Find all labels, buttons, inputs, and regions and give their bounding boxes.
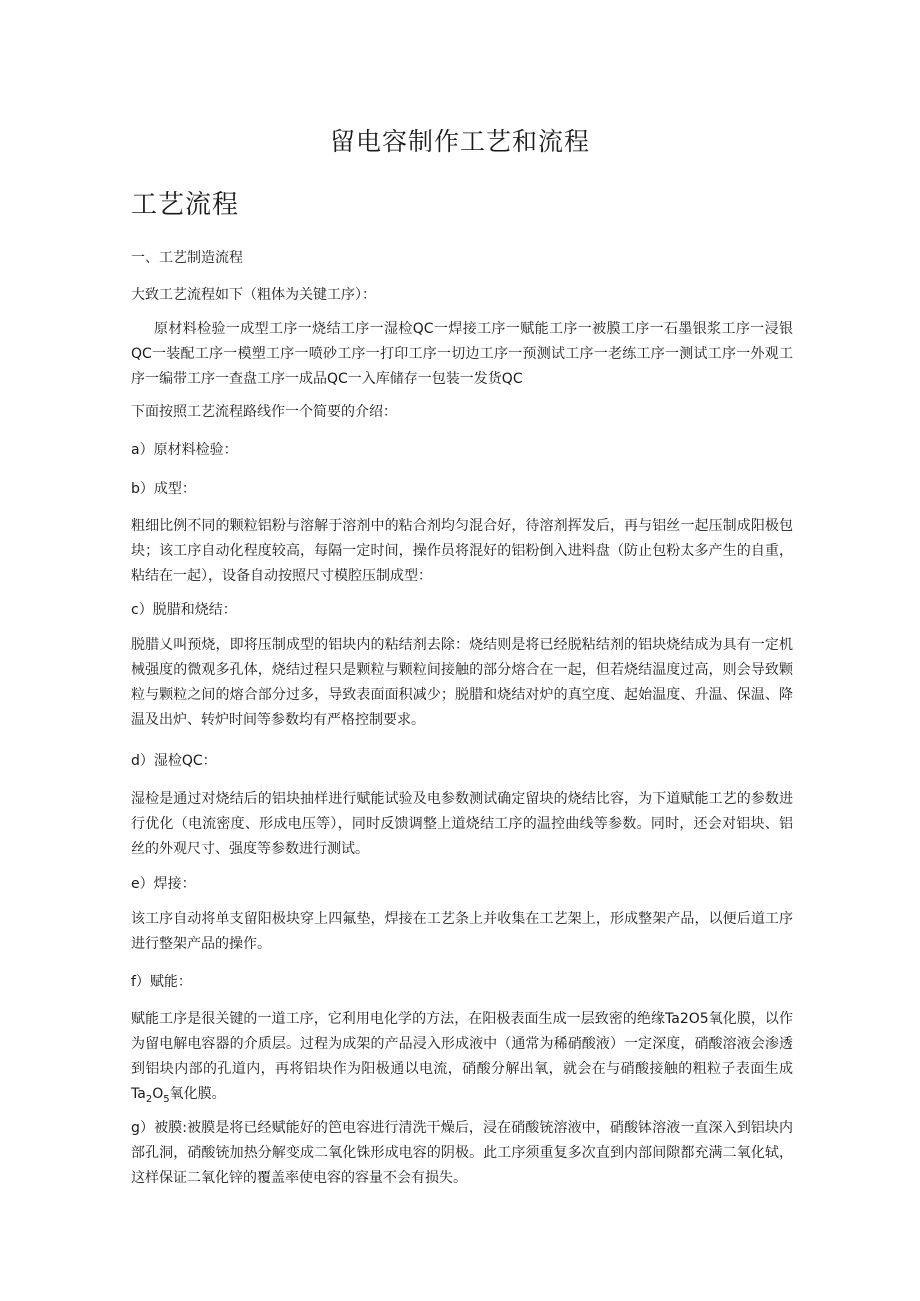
step-f-body — [131, 1007, 793, 1107]
section-heading: 工艺流程 — [131, 190, 240, 220]
step-f-heading: f）赋能： — [131, 974, 192, 990]
step-d-body: 湿检是通过对烧结后的铝块抽样进行赋能试验及电参数测试确定留块的烧结比容，为下道赋能工艺的参数进行优化（电流密度、形成电压等），同时反馈调整上道烧结工序的温控曲线等参数。同时，还会对铝块、铝丝的外观尺寸、强度等参数进行测试。 — [131, 791, 793, 857]
document-title: 留电容制作工艺和流程 — [329, 127, 590, 156]
step-f-text-post: 氧化膜。 — [169, 1086, 226, 1102]
process-flow-paragraph: 原材料检验一成型工序一烧结工序一湿检QC一焊接工序一赋能工序一被膜工序一石墨银浆工序一浸银QC一装配工序一模塑工序一喷砂工序一打印工序一切边工序一预测试工序一老练工序一测试工序一外观工序一编带工序一查盘工序一成品QC一入库储存一包装一发货QC — [131, 321, 793, 387]
step-e-body: 该工序自动将单支留阳极块穿上四氟垫，焊接在工艺条上并收集在工艺架上，形成整架产品，以便后道工序进行整架产品的操作。 — [131, 911, 793, 952]
step-c-heading: c）脱腊和烧结： — [131, 602, 237, 618]
step-f-text-pre: 赋能工序是很关键的一道工序，它利用电化学的方法，在阳极表面生成一层致密的绝缘Ta2O5氧化膜，以作为留电解电容器的介质层。过程为成架的产品浸入形成液中（通常为稀硝酸液）一定深度，硝酸溶液会渗透到铝块内部的孔道内，再将铝块作为阳极通以电流，硝酸分解出氧，就会在与硝酸接触的粗粒子表面生成 — [131, 1011, 793, 1077]
step-e-heading: e）焊接： — [131, 876, 196, 892]
step-a-heading: a）原材料检验： — [131, 442, 238, 458]
intro-line: 大致工艺流程如下（粗体为关键工序）： — [131, 287, 376, 303]
step-g-paragraph: g）被膜:被膜是将已经赋能好的笆电容进行清洗干燥后，浸在硝酸铳溶液中，硝酸钵溶液一直深入到铝块内部孔洞，硝酸铳加热分解变成二氧化铢形成电容的阴极。此工序须重复多次直到内部间隙都充满二氧化轼，这样保证二氧化锌的覆盖率使电容的容量不会有损失。 — [131, 1120, 793, 1186]
step-b-heading: b）成型： — [131, 481, 196, 497]
step-c-body: 脱腊乂叫预烧，即将压制成型的铝块内的粘结剂去除：烧结则是将已经脱粘结剂的铝块烧结成为具有一定机械强度的微观多孔体，烧结过程只是颗粒与颗粒间接触的部分熔合在一起，但若烧结温度过高，则会导致颗粒与颗粒之间的熔合部分过多，导致表面面积减少；脱腊和烧结对炉的真空度、起始温度、升温、保温、降温及出炉、转炉时间等参数均有严格控制要求。 — [131, 637, 793, 728]
step-b-body: 粗细比例不同的颗粒铝粉与溶解于溶剂中的粘合剂均匀混合好，待溶剂挥发后，再与铝丝一起压制成阳极包块；该工序自动化程度较高，每隔一定时间，操作员将混好的铝粉倒入进料盘（防止包粉太多产生的自重，粘结在一起），设备自动按照尺寸模腔压制成型： — [131, 518, 793, 584]
lead-line: 下面按照工艺流程路线作一个简要的介绍： — [131, 404, 397, 420]
step-d-heading: d）湿检QC： — [131, 753, 217, 769]
ta2o5-formula: $Ta_2O_5$ — [131, 1086, 170, 1105]
subsection-title: 一、工艺制造流程 — [131, 250, 243, 266]
